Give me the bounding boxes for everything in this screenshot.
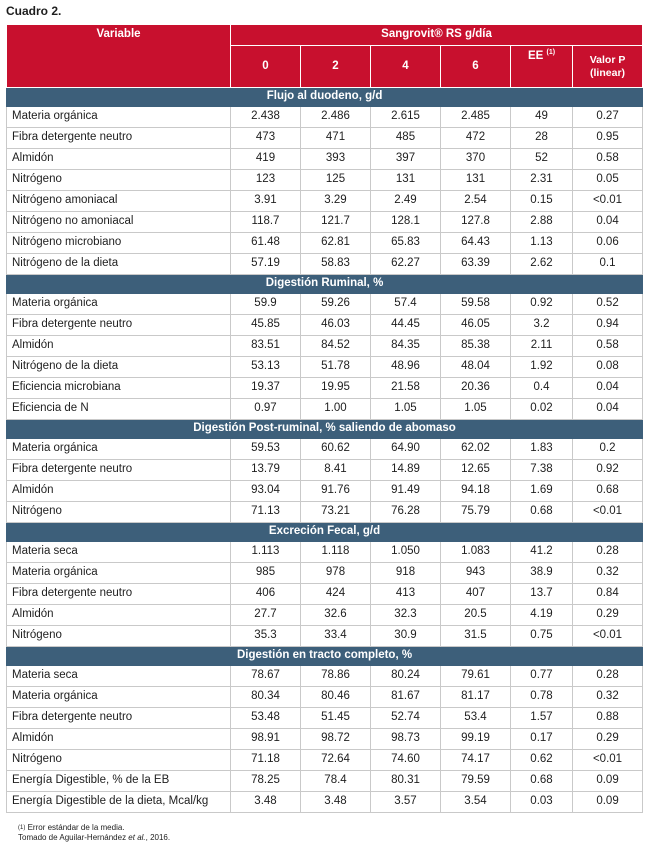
table-cell: 2.54	[441, 191, 511, 212]
table-row	[7, 687, 643, 708]
table-cell: 59.53	[231, 439, 301, 460]
table-cell: 393	[301, 149, 371, 170]
table-cell: 74.60	[371, 750, 441, 771]
row-label: Materia seca	[7, 542, 231, 563]
table-cell: 0.97	[231, 399, 301, 420]
column-header-dose-4: 4	[371, 46, 441, 88]
table-cell: 0.04	[573, 399, 643, 420]
row-label: Materia orgánica	[7, 294, 231, 315]
table-cell: 0.09	[573, 792, 643, 813]
table-cell: 2.31	[511, 170, 573, 191]
table-cell: 60.62	[301, 439, 371, 460]
table-cell: <0.01	[573, 626, 643, 647]
table-cell: 46.05	[441, 315, 511, 336]
table-cell: 28	[511, 128, 573, 149]
footnote-ee: $^{(1)}$ Error estándar de la media.	[18, 823, 125, 832]
table-cell: 0.05	[573, 170, 643, 191]
table-cell: 31.5	[441, 626, 511, 647]
table-cell: 131	[441, 170, 511, 191]
table-cell: 98.91	[231, 729, 301, 750]
table-cell: 13.79	[231, 460, 301, 481]
table-cell: 1.83	[511, 439, 573, 460]
section-header-row	[7, 420, 643, 439]
table-cell: 52	[511, 149, 573, 170]
table-cell: 3.29	[301, 191, 371, 212]
table-cell: 1.118	[301, 542, 371, 563]
table-cell: 99.19	[441, 729, 511, 750]
table-cell: 0.88	[573, 708, 643, 729]
table-cell: 3.91	[231, 191, 301, 212]
table-cell: 73.21	[301, 502, 371, 523]
table-cell: 52.74	[371, 708, 441, 729]
table-caption: Cuadro 2.	[6, 4, 62, 18]
table-cell: 2.88	[511, 212, 573, 233]
table-cell: 0.32	[573, 563, 643, 584]
table-cell: 0.78	[511, 687, 573, 708]
column-header-variable: Variable	[7, 25, 231, 88]
data-table	[6, 24, 643, 813]
row-label: Almidón	[7, 605, 231, 626]
table-cell: 30.9	[371, 626, 441, 647]
table-cell: 38.9	[511, 563, 573, 584]
row-label: Nitrógeno	[7, 170, 231, 191]
table-cell: 125	[301, 170, 371, 191]
table-cell: 84.35	[371, 336, 441, 357]
table-cell: 1.13	[511, 233, 573, 254]
section-title: Flujo al duodeno, g/d	[7, 88, 643, 107]
table-row	[7, 399, 643, 420]
table-row	[7, 128, 643, 149]
table-cell: 20.5	[441, 605, 511, 626]
table-cell: 53.48	[231, 708, 301, 729]
table-cell: 12.65	[441, 460, 511, 481]
section-title: Digestión en tracto completo, %	[7, 647, 643, 666]
table-row	[7, 584, 643, 605]
table-cell: 3.48	[231, 792, 301, 813]
table-cell: 2.62	[511, 254, 573, 275]
table-cell: 0.68	[573, 481, 643, 502]
row-label: Nitrógeno de la dieta	[7, 254, 231, 275]
table-cell: 0.29	[573, 605, 643, 626]
row-label: Nitrógeno	[7, 750, 231, 771]
row-label: Eficiencia de N	[7, 399, 231, 420]
table-cell: 0.95	[573, 128, 643, 149]
table-cell: 1.113	[231, 542, 301, 563]
footnotes	[18, 823, 170, 843]
table-cell: 33.4	[301, 626, 371, 647]
table-cell: 83.51	[231, 336, 301, 357]
table-cell: 64.43	[441, 233, 511, 254]
table-cell: 3.57	[371, 792, 441, 813]
row-label: Materia orgánica	[7, 439, 231, 460]
table-row	[7, 212, 643, 233]
table-cell: 62.81	[301, 233, 371, 254]
table-cell: 1.05	[371, 399, 441, 420]
row-label: Nitrógeno de la dieta	[7, 357, 231, 378]
table-cell: 1.00	[301, 399, 371, 420]
table-row	[7, 626, 643, 647]
table-cell: 0.02	[511, 399, 573, 420]
table-row	[7, 666, 643, 687]
table-body	[7, 88, 643, 813]
table-cell: 0.09	[573, 771, 643, 792]
row-label: Energía Digestible de la dieta, Mcal/kg	[7, 792, 231, 813]
table-row	[7, 170, 643, 191]
row-label: Fibra detergente neutro	[7, 584, 231, 605]
table-cell: <0.01	[573, 750, 643, 771]
table-cell: 64.90	[371, 439, 441, 460]
column-group-header: Sangrovit® RS g/día	[231, 25, 643, 46]
table-cell: 123	[231, 170, 301, 191]
row-label: Almidón	[7, 336, 231, 357]
table-cell: 48.96	[371, 357, 441, 378]
table-cell: 0.84	[573, 584, 643, 605]
table-cell: 0.92	[511, 294, 573, 315]
table-cell: 473	[231, 128, 301, 149]
table-cell: 71.13	[231, 502, 301, 523]
table-cell: 78.67	[231, 666, 301, 687]
section-title: Digestión Post-ruminal, % saliendo de abomaso	[7, 420, 643, 439]
table-cell: 93.04	[231, 481, 301, 502]
table-cell: <0.01	[573, 191, 643, 212]
table-cell: 2.11	[511, 336, 573, 357]
table-cell: 19.95	[301, 378, 371, 399]
row-label: Almidón	[7, 729, 231, 750]
table-cell: 943	[441, 563, 511, 584]
table-row	[7, 771, 643, 792]
table-cell: 71.18	[231, 750, 301, 771]
table-cell: 72.64	[301, 750, 371, 771]
table-cell: 128.1	[371, 212, 441, 233]
table-cell: 0.2	[573, 439, 643, 460]
table-cell: 48.04	[441, 357, 511, 378]
table-row	[7, 149, 643, 170]
data-table-container	[6, 24, 642, 813]
table-cell: <0.01	[573, 502, 643, 523]
table-cell: 131	[371, 170, 441, 191]
table-row	[7, 481, 643, 502]
row-label: Almidón	[7, 149, 231, 170]
table-cell: 41.2	[511, 542, 573, 563]
table-cell: 13.7	[511, 584, 573, 605]
table-cell: 53.13	[231, 357, 301, 378]
table-cell: 2.438	[231, 107, 301, 128]
table-cell: 98.72	[301, 729, 371, 750]
row-label: Nitrógeno no amoniacal	[7, 212, 231, 233]
table-cell: 59.9	[231, 294, 301, 315]
table-row	[7, 294, 643, 315]
table-cell: 46.03	[301, 315, 371, 336]
table-cell: 19.37	[231, 378, 301, 399]
ee-footnote-mark: (1)	[546, 49, 556, 56]
table-cell: 91.76	[301, 481, 371, 502]
table-row	[7, 357, 643, 378]
table-cell: 32.3	[371, 605, 441, 626]
table-cell: 80.24	[371, 666, 441, 687]
table-cell: 2.485	[441, 107, 511, 128]
table-cell: 0.62	[511, 750, 573, 771]
table-cell: 985	[231, 563, 301, 584]
table-cell: 0.68	[511, 771, 573, 792]
footnote-source: Tomado de Aguilar-Hernández et al., 2016.	[18, 833, 171, 842]
table-row	[7, 708, 643, 729]
table-cell: 8.41	[301, 460, 371, 481]
table-cell: 59.58	[441, 294, 511, 315]
table-cell: 0.06	[573, 233, 643, 254]
table-cell: 0.1	[573, 254, 643, 275]
table-cell: 0.17	[511, 729, 573, 750]
table-cell: 118.7	[231, 212, 301, 233]
table-cell: 35.3	[231, 626, 301, 647]
table-cell: 58.83	[301, 254, 371, 275]
table-cell: 0.04	[573, 378, 643, 399]
table-cell: 45.85	[231, 315, 301, 336]
table-cell: 0.15	[511, 191, 573, 212]
table-cell: 2.615	[371, 107, 441, 128]
table-row	[7, 191, 643, 212]
table-cell: 0.28	[573, 666, 643, 687]
table-cell: 49	[511, 107, 573, 128]
row-label: Eficiencia microbiana	[7, 378, 231, 399]
table-cell: 44.45	[371, 315, 441, 336]
table-cell: 0.03	[511, 792, 573, 813]
table-cell: 78.4	[301, 771, 371, 792]
table-row	[7, 792, 643, 813]
table-cell: 0.29	[573, 729, 643, 750]
table-cell: 3.2	[511, 315, 573, 336]
table-cell: 4.19	[511, 605, 573, 626]
table-cell: 0.94	[573, 315, 643, 336]
table-cell: 485	[371, 128, 441, 149]
table-cell: 27.7	[231, 605, 301, 626]
table-cell: 80.31	[371, 771, 441, 792]
column-header-ee: EE $^{(1)}$	[511, 46, 573, 88]
table-cell: 0.28	[573, 542, 643, 563]
column-header-dose-0: 0	[231, 46, 301, 88]
table-cell: 80.34	[231, 687, 301, 708]
table-cell: 1.69	[511, 481, 573, 502]
table-cell: 20.36	[441, 378, 511, 399]
row-label: Energía Digestible, % de la EB	[7, 771, 231, 792]
row-label: Materia seca	[7, 666, 231, 687]
table-cell: 14.89	[371, 460, 441, 481]
table-cell: 127.8	[441, 212, 511, 233]
table-cell: 80.46	[301, 687, 371, 708]
table-cell: 1.050	[371, 542, 441, 563]
table-cell: 0.04	[573, 212, 643, 233]
table-row	[7, 107, 643, 128]
table-cell: 81.17	[441, 687, 511, 708]
table-cell: 0.08	[573, 357, 643, 378]
table-cell: 51.45	[301, 708, 371, 729]
row-label: Nitrógeno	[7, 626, 231, 647]
table-cell: 121.7	[301, 212, 371, 233]
table-cell: 0.32	[573, 687, 643, 708]
section-title: Digestión Ruminal, %	[7, 275, 643, 294]
row-label: Nitrógeno	[7, 502, 231, 523]
table-cell: 53.4	[441, 708, 511, 729]
table-cell: 2.49	[371, 191, 441, 212]
table-cell: 0.58	[573, 336, 643, 357]
table-row	[7, 563, 643, 584]
table-cell: 63.39	[441, 254, 511, 275]
section-title: Excreción Fecal, g/d	[7, 523, 643, 542]
table-cell: 84.52	[301, 336, 371, 357]
table-row	[7, 502, 643, 523]
table-cell: 78.25	[231, 771, 301, 792]
row-label: Materia orgánica	[7, 563, 231, 584]
table-cell: 78.86	[301, 666, 371, 687]
row-label: Almidón	[7, 481, 231, 502]
table-row	[7, 378, 643, 399]
table-cell: 98.73	[371, 729, 441, 750]
table-cell: 91.49	[371, 481, 441, 502]
table-cell: 397	[371, 149, 441, 170]
table-cell: 0.58	[573, 149, 643, 170]
table-cell: 0.27	[573, 107, 643, 128]
table-cell: 2.486	[301, 107, 371, 128]
table-cell: 0.4	[511, 378, 573, 399]
row-label: Materia orgánica	[7, 107, 231, 128]
table-cell: 76.28	[371, 502, 441, 523]
table-cell: 94.18	[441, 481, 511, 502]
table-cell: 424	[301, 584, 371, 605]
row-label: Fibra detergente neutro	[7, 460, 231, 481]
table-cell: 62.27	[371, 254, 441, 275]
table-cell: 370	[441, 149, 511, 170]
table-cell: 0.77	[511, 666, 573, 687]
table-cell: 65.83	[371, 233, 441, 254]
table-cell: 918	[371, 563, 441, 584]
table-cell: 62.02	[441, 439, 511, 460]
table-cell: 1.05	[441, 399, 511, 420]
table-cell: 3.48	[301, 792, 371, 813]
table-cell: 79.59	[441, 771, 511, 792]
table-cell: 57.4	[371, 294, 441, 315]
row-label: Fibra detergente neutro	[7, 315, 231, 336]
table-row	[7, 233, 643, 254]
table-cell: 61.48	[231, 233, 301, 254]
column-header-dose-6: 6	[441, 46, 511, 88]
table-cell: 406	[231, 584, 301, 605]
section-header-row	[7, 523, 643, 542]
table-cell: 472	[441, 128, 511, 149]
table-row	[7, 542, 643, 563]
table-cell: 51.78	[301, 357, 371, 378]
table-cell: 21.58	[371, 378, 441, 399]
table-row	[7, 605, 643, 626]
row-label: Materia orgánica	[7, 687, 231, 708]
row-label: Nitrógeno microbiano	[7, 233, 231, 254]
table-row	[7, 460, 643, 481]
table-row	[7, 439, 643, 460]
table-cell: 57.19	[231, 254, 301, 275]
table-cell: 0.75	[511, 626, 573, 647]
table-cell: 81.67	[371, 687, 441, 708]
table-cell: 74.17	[441, 750, 511, 771]
table-row	[7, 729, 643, 750]
table-cell: 7.38	[511, 460, 573, 481]
table-row	[7, 750, 643, 771]
column-header-p-value: Valor P (linear)	[573, 46, 643, 88]
table-cell: 407	[441, 584, 511, 605]
table-cell: 413	[371, 584, 441, 605]
row-label: Fibra detergente neutro	[7, 708, 231, 729]
table-cell: 32.6	[301, 605, 371, 626]
table-cell: 85.38	[441, 336, 511, 357]
table-cell: 1.57	[511, 708, 573, 729]
table-row	[7, 315, 643, 336]
row-label: Nitrógeno amoniacal	[7, 191, 231, 212]
table-cell: 75.79	[441, 502, 511, 523]
table-cell: 0.92	[573, 460, 643, 481]
column-header-dose-2: 2	[301, 46, 371, 88]
table-cell: 1.92	[511, 357, 573, 378]
table-cell: 0.68	[511, 502, 573, 523]
table-cell: 3.54	[441, 792, 511, 813]
table-cell: 1.083	[441, 542, 511, 563]
section-header-row	[7, 275, 643, 294]
row-label: Fibra detergente neutro	[7, 128, 231, 149]
table-cell: 59.26	[301, 294, 371, 315]
table-cell: 978	[301, 563, 371, 584]
table-cell: 0.52	[573, 294, 643, 315]
table-cell: 79.61	[441, 666, 511, 687]
table-cell: 471	[301, 128, 371, 149]
section-header-row	[7, 88, 643, 107]
table-row	[7, 336, 643, 357]
section-header-row	[7, 647, 643, 666]
table-row	[7, 254, 643, 275]
table-cell: 419	[231, 149, 301, 170]
